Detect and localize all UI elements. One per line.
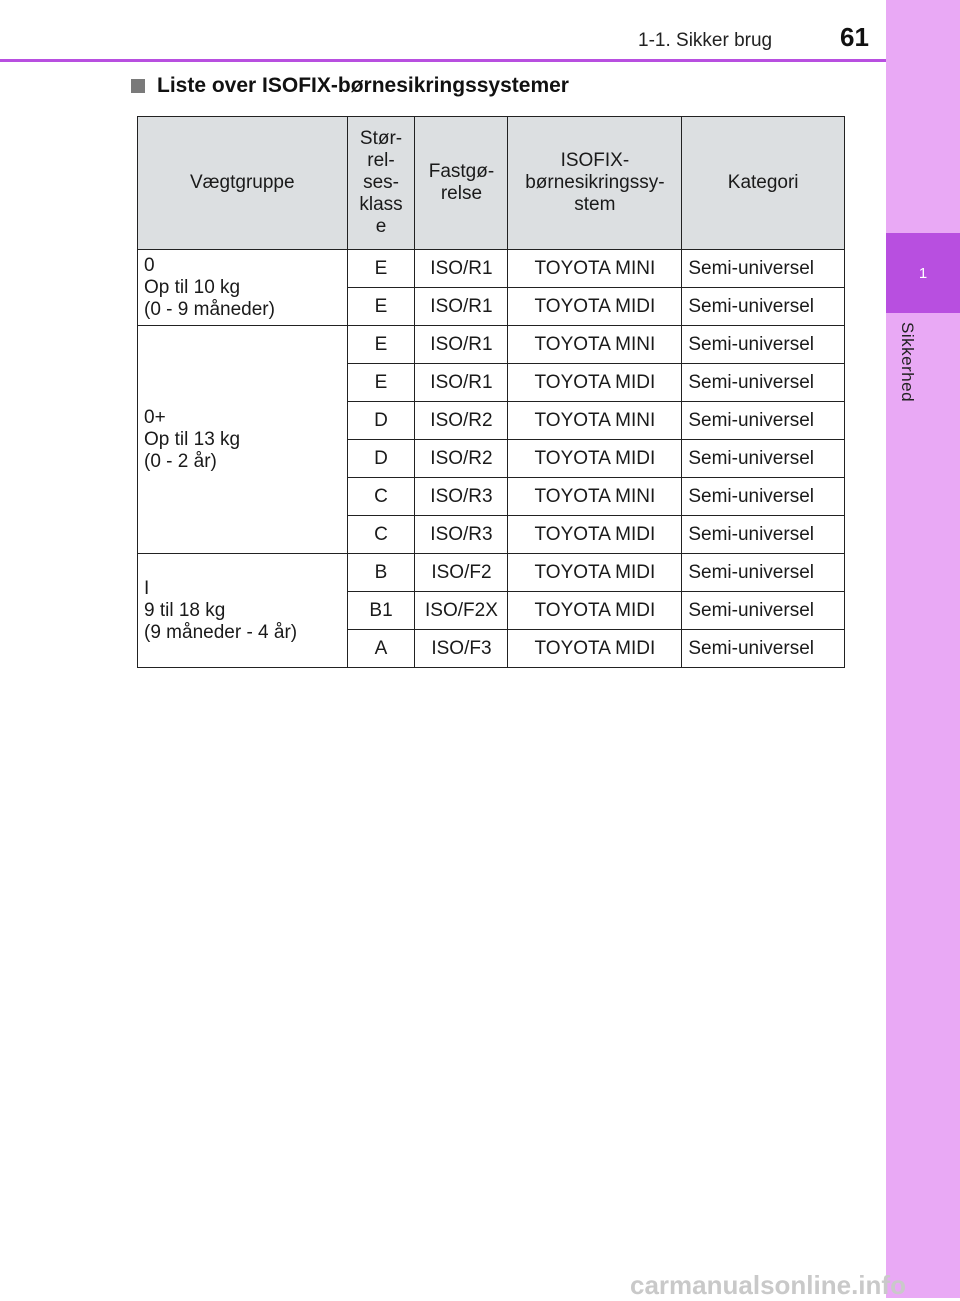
section-title <box>131 74 569 98</box>
header-divider <box>0 59 886 62</box>
fixture-cell: ISO/R1 <box>415 288 508 326</box>
table-row <box>138 250 845 288</box>
system-cell: TOYOTA MINI <box>508 250 682 288</box>
size-cell: A <box>347 630 415 668</box>
fixture-cell: ISO/R3 <box>415 478 508 516</box>
system-cell: TOYOTA MIDI <box>508 516 682 554</box>
category-cell: Semi-universel <box>682 554 845 592</box>
section-title-text: Liste over ISOFIX-børnesikringssystemer <box>157 74 569 97</box>
weight-group-cell: 0+ Op til 13 kg (0 - 2 år) <box>138 326 348 554</box>
fixture-cell: ISO/R3 <box>415 516 508 554</box>
header-section: 1-1. Sikker brug <box>638 30 773 51</box>
system-cell: TOYOTA MIDI <box>508 630 682 668</box>
size-cell: E <box>347 364 415 402</box>
size-cell: E <box>347 250 415 288</box>
fixture-cell: ISO/R2 <box>415 440 508 478</box>
system-cell: TOYOTA MINI <box>508 478 682 516</box>
size-cell: E <box>347 288 415 326</box>
fixture-cell: ISO/R1 <box>415 250 508 288</box>
chapter-tab[interactable] <box>886 233 960 313</box>
fixture-cell: ISO/F3 <box>415 630 508 668</box>
size-cell: C <box>347 478 415 516</box>
system-cell: TOYOTA MIDI <box>508 440 682 478</box>
category-cell: Semi-universel <box>682 516 845 554</box>
size-cell: B <box>347 554 415 592</box>
header-system: ISOFIX- børnesikringssy- stem <box>508 117 682 250</box>
fixture-cell: ISO/R1 <box>415 326 508 364</box>
weight-group-cell: 0 Op til 10 kg (0 - 9 måneder) <box>138 250 348 326</box>
system-cell: TOYOTA MINI <box>508 326 682 364</box>
side-strip <box>886 0 960 1298</box>
table-row <box>138 326 845 364</box>
system-cell: TOYOTA MIDI <box>508 288 682 326</box>
page-number: 61 <box>840 22 869 52</box>
category-cell: Semi-universel <box>682 440 845 478</box>
size-cell: C <box>347 516 415 554</box>
square-bullet-icon <box>131 79 145 93</box>
header-weight-group: Vægtgruppe <box>138 117 348 250</box>
isofix-table <box>137 116 845 668</box>
system-cell: TOYOTA MIDI <box>508 592 682 630</box>
category-cell: Semi-universel <box>682 288 845 326</box>
category-cell: Semi-universel <box>682 630 845 668</box>
size-cell: D <box>347 402 415 440</box>
header-fixture: Fastgø- relse <box>415 117 508 250</box>
category-cell: Semi-universel <box>682 364 845 402</box>
table-header-row <box>138 117 845 250</box>
fixture-cell: ISO/F2X <box>415 592 508 630</box>
fixture-cell: ISO/R2 <box>415 402 508 440</box>
weight-group-cell: I 9 til 18 kg (9 måneder - 4 år) <box>138 554 348 668</box>
header-size-class: Stør- rel- ses- klass e <box>347 117 415 250</box>
table-row <box>138 554 845 592</box>
system-cell: TOYOTA MIDI <box>508 364 682 402</box>
category-cell: Semi-universel <box>682 592 845 630</box>
chapter-number: 1 <box>918 264 928 282</box>
size-cell: B1 <box>347 592 415 630</box>
system-cell: TOYOTA MINI <box>508 402 682 440</box>
size-cell: D <box>347 440 415 478</box>
category-cell: Semi-universel <box>682 478 845 516</box>
fixture-cell: ISO/R1 <box>415 364 508 402</box>
category-cell: Semi-universel <box>682 250 845 288</box>
category-cell: Semi-universel <box>682 326 845 364</box>
size-cell: E <box>347 326 415 364</box>
header-category: Kategori <box>682 117 845 250</box>
category-cell: Semi-universel <box>682 402 845 440</box>
fixture-cell: ISO/F2 <box>415 554 508 592</box>
table-body <box>138 250 845 668</box>
watermark: carmanualsonline.info <box>630 1270 906 1300</box>
chapter-label: Sikkerhed <box>898 322 917 403</box>
system-cell: TOYOTA MIDI <box>508 554 682 592</box>
